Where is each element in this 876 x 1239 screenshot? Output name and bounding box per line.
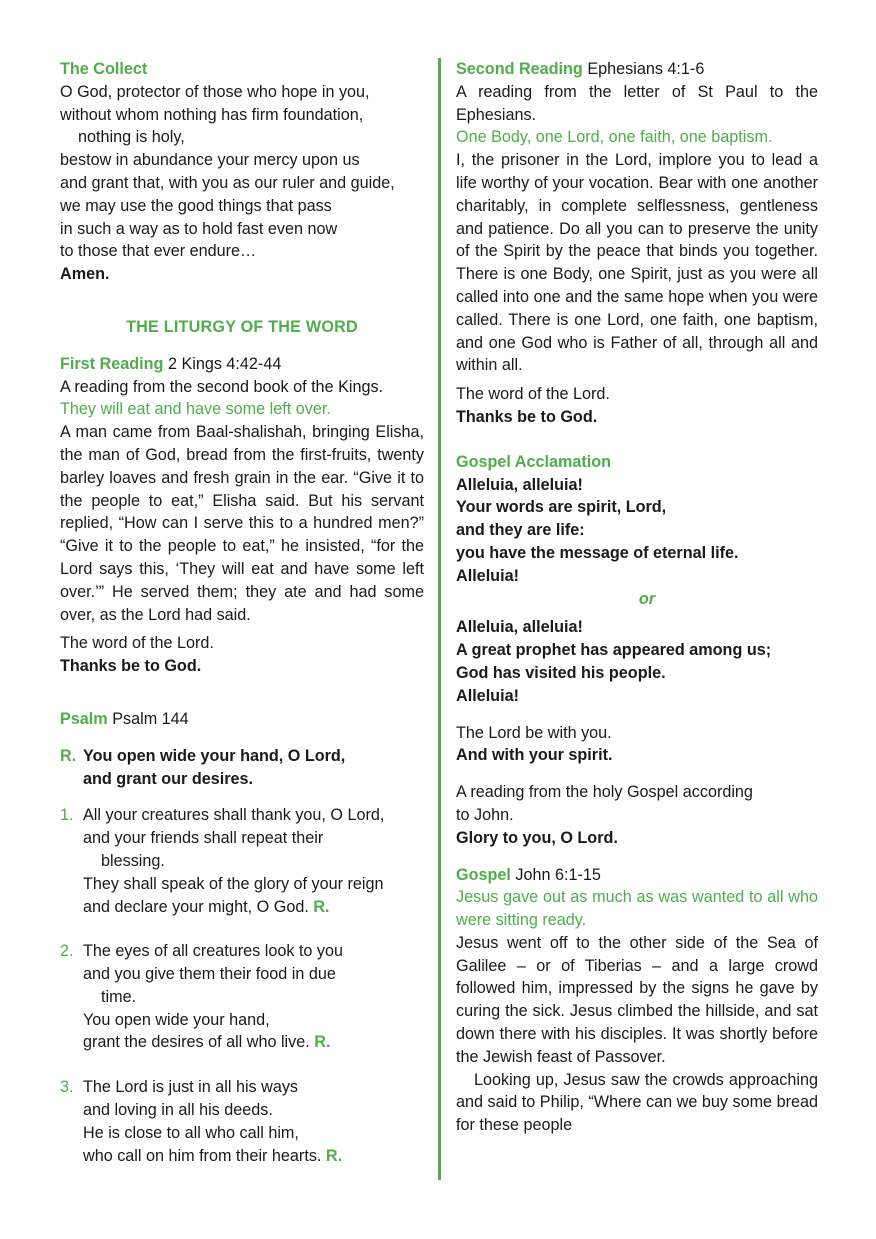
verse-line: All your creatures shall thank you, O Lord, xyxy=(83,806,385,825)
gospel-acclamation-section xyxy=(456,451,818,708)
verse-line: and you give them their food in due xyxy=(83,965,336,984)
collect-section xyxy=(60,58,424,286)
second-reading-summary: One Body, one Lord, one faith, one baptism. xyxy=(456,128,773,147)
acclamation-or: or xyxy=(638,589,656,608)
verse-line: The eyes of all creatures look to you xyxy=(83,942,344,961)
acclamation-line: God has visited his people. xyxy=(456,663,666,682)
gospel-paragraph-2: Looking up, Jesus saw the crowds approaching and said to Philip, “Where can we buy some bread for these people xyxy=(456,1070,818,1135)
second-reading-intro: A reading from the letter of St Paul to the Ephesians. xyxy=(456,82,818,124)
verse-line: blessing. xyxy=(101,851,165,870)
greeting-response: And with your spirit. xyxy=(456,746,613,765)
acclamation-line: Alleluia! xyxy=(456,686,519,705)
column-divider xyxy=(438,58,441,1180)
gospel-summary: Jesus gave out as much as was wanted to all who were sitting ready. xyxy=(456,888,818,930)
first-reading-label: First Reading xyxy=(60,354,164,373)
second-reading-section xyxy=(456,58,818,429)
verse-number: 3. xyxy=(60,1078,74,1097)
first-reading-text: A man came from Baal-shalishah, bringing Elisha, the man of God, bread from the first-fruits, twenty barley loaves and fresh grain in the ear. “Give it to the people to eat,” Elisha said. But his servant replied, “How can I serve this to a hundred men?” “Give it to the people to eat,” he insisted, “for the Lord says this, ‘They will eat and have some left over.’” He served them; they ate and had some over, as the Lord had said. xyxy=(60,423,424,624)
first-reading-summary: They will eat and have some left over. xyxy=(60,400,331,419)
verse-line: and loving in all his deeds. xyxy=(83,1101,273,1120)
acclamation-line: Alleluia, alleluia! xyxy=(456,475,583,494)
acclamation-line: Alleluia! xyxy=(456,566,519,585)
verse-response-marker: R. xyxy=(325,1146,343,1165)
verse-line: time. xyxy=(101,987,137,1006)
greeting-section xyxy=(456,722,818,768)
gospel-intro-section xyxy=(456,781,818,849)
psalm-response xyxy=(60,745,424,791)
acclamation-line: Your words are spirit, Lord, xyxy=(456,498,667,517)
psalm-response-line: You open wide your hand, O Lord, xyxy=(83,746,346,765)
second-reading-text: I, the prisoner in the Lord, implore you to lead a life worthy of your vocation. Bear with one another charitably, in complete selflessness, gentleness and patience. Do all you can to preserve the unity of the Spirit by the peace that binds you together. There is one Body, one Spirit, just as you were all called into one and the same hope when you were called. There is one Lord, one faith, one baptism, and one God who is Father of all, through all and within all. xyxy=(456,151,818,375)
verse-line: The Lord is just in all his ways xyxy=(83,1078,299,1097)
acclamation-line: you have the message of eternal life. xyxy=(456,543,739,562)
acclamation-title: Gospel Acclamation xyxy=(456,452,612,471)
right-column xyxy=(456,58,818,1137)
verse-number: 1. xyxy=(60,806,74,825)
first-reading-ref: 2 Kings 4:42-44 xyxy=(167,354,282,373)
psalm-response-line: and grant our desires. xyxy=(83,769,254,788)
verse-line: and declare your might, O God. xyxy=(83,897,309,916)
first-reading-section xyxy=(60,353,424,678)
verse-line: and your friends shall repeat their xyxy=(83,829,324,848)
psalm-section xyxy=(60,708,424,1168)
verse-line: who call on him from their hearts. xyxy=(83,1146,322,1165)
first-reading-response: Thanks be to God. xyxy=(60,657,202,676)
collect-line: without whom nothing has firm foundation, xyxy=(60,105,364,124)
verse-line: They shall speak of the glory of your reign xyxy=(83,874,384,893)
gospel-intro-line: to John. xyxy=(456,805,514,824)
liturgy-heading: THE LITURGY OF THE WORD xyxy=(126,317,358,336)
first-reading-intro: A reading from the second book of the Kings. xyxy=(60,377,384,396)
collect-line: to those that ever endure… xyxy=(60,242,257,261)
gospel-paragraph-1: Jesus went off to the other side of the Sea of Galilee – or of Tiberias – and a large crowd followed him, impressed by the signs he gave by curing the sick. Jesus climbed the hillside, and sat down there with his disciples. It was shortly before the Jewish feast of Passover. xyxy=(456,933,818,1066)
collect-line: nothing is holy, xyxy=(78,128,185,147)
verse-line: You open wide your hand, xyxy=(83,1010,270,1029)
verse-response-marker: R. xyxy=(314,1033,331,1052)
psalm-label: Psalm xyxy=(60,709,108,728)
verse-line: grant the desires of all who live. xyxy=(83,1033,310,1052)
second-reading-ref: Ephesians 4:1-6 xyxy=(587,60,705,78)
second-reading-response: Thanks be to God. xyxy=(456,407,598,426)
gospel-section xyxy=(456,864,818,1138)
gospel-intro-line: A reading from the holy Gospel according xyxy=(456,783,753,802)
gospel-intro-response: Glory to you, O Lord. xyxy=(456,828,618,847)
collect-line: and grant that, with you as our ruler and guide, xyxy=(60,173,395,192)
collect-amen: Amen. xyxy=(60,265,110,284)
verse-number: 2. xyxy=(60,942,74,961)
verse-response-marker: R. xyxy=(313,897,330,916)
psalm-verse-1 xyxy=(60,804,424,918)
psalm-verse-2 xyxy=(60,940,424,1054)
acclamation-line: A great prophet has appeared among us; xyxy=(456,641,772,660)
collect-title: The Collect xyxy=(60,60,148,78)
psalm-verse-3 xyxy=(60,1076,424,1167)
greeting-line: The Lord be with you. xyxy=(456,723,612,742)
gospel-label: Gospel xyxy=(456,865,511,884)
collect-line: O God, protector of those who hope in you, xyxy=(60,82,370,101)
acclamation-line: Alleluia, alleluia! xyxy=(456,618,583,637)
second-reading-label: Second Reading xyxy=(456,60,583,78)
verse-line: He is close to all who call him, xyxy=(83,1123,299,1142)
psalm-ref: Psalm 144 xyxy=(112,709,189,728)
collect-line: in such a way as to hold fast even now xyxy=(60,219,338,238)
first-reading-word: The word of the Lord. xyxy=(60,634,214,653)
acclamation-line: and they are life: xyxy=(456,521,585,540)
second-reading-word: The word of the Lord. xyxy=(456,385,610,404)
collect-line: we may use the good things that pass xyxy=(60,196,332,215)
collect-line: bestow in abundance your mercy upon us xyxy=(60,151,360,170)
left-column xyxy=(60,58,424,1167)
psalm-response-r: R. xyxy=(60,746,77,765)
gospel-ref: John 6:1-15 xyxy=(515,865,601,884)
